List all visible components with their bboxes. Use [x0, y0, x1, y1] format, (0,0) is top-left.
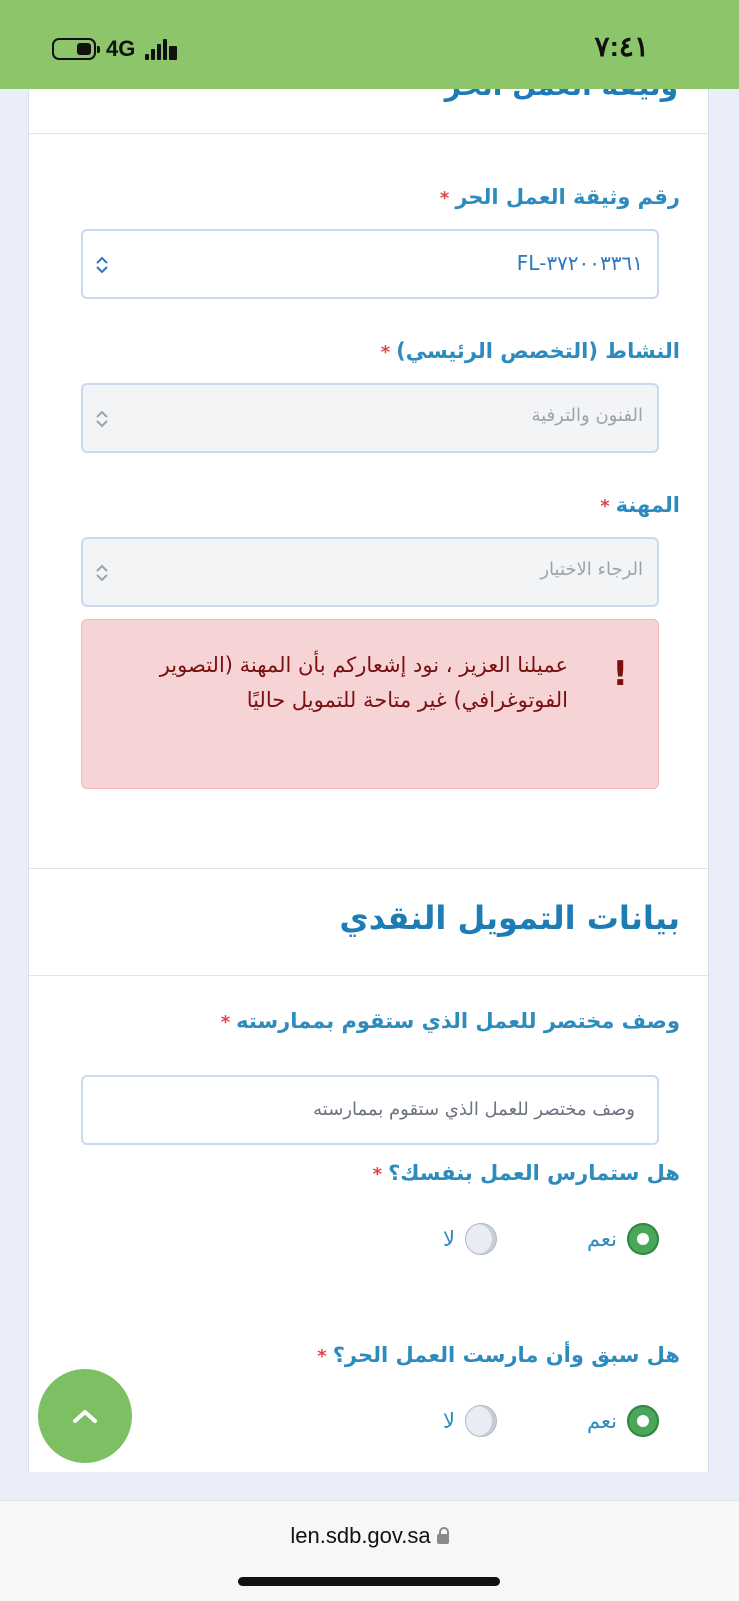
prior-practice-yes[interactable]: نعم — [587, 1405, 659, 1437]
self-practice-yes[interactable]: نعم — [587, 1223, 659, 1255]
activity-value: الفنون والترفية — [531, 405, 643, 426]
freelance-card — [28, 89, 709, 869]
alert-message: عميلنا العزيز ، نود إشعاركم بأن المهنة (التصوير الفوتوغرافي) غير متاحة للتمويل حاليًا — [159, 653, 568, 712]
select-arrows-icon — [95, 563, 109, 583]
radio-checked-icon[interactable] — [627, 1405, 659, 1437]
prior-practice-no[interactable]: لا — [443, 1405, 497, 1437]
self-practice-radio-group — [81, 1223, 659, 1263]
scroll-top-button[interactable] — [38, 1369, 132, 1463]
battery-icon — [52, 38, 96, 60]
profession-placeholder: الرجاء الاختيار — [540, 559, 643, 580]
self-practice-label: هل ستمارس العمل بنفسك؟* — [372, 1161, 680, 1185]
license-label: رقم وثيقة العمل الحر* — [439, 185, 680, 209]
select-arrows-icon — [95, 255, 109, 275]
activity-select[interactable] — [81, 383, 659, 453]
exclamation-icon: ! — [612, 654, 628, 694]
description-input[interactable] — [81, 1075, 659, 1145]
status-bar — [0, 0, 739, 89]
select-arrows-icon — [95, 409, 109, 429]
network-type: 4G — [106, 36, 136, 61]
browser-address-bar[interactable] — [0, 1500, 739, 1601]
radio-checked-icon[interactable] — [627, 1223, 659, 1255]
section-title: بيانات التمويل النقدي — [339, 899, 680, 937]
license-value: FL-٣٧٢٠٠٣٣٦١ — [516, 251, 643, 275]
signal-icon — [145, 38, 177, 60]
status-time: ٧:٤١ — [594, 31, 649, 62]
section-divider — [29, 975, 708, 976]
url-display[interactable]: len.sdb.gov.sa — [0, 1523, 739, 1549]
lock-icon — [437, 1534, 449, 1544]
license-select[interactable] — [81, 229, 659, 299]
card-header — [29, 89, 708, 134]
description-placeholder: وصف مختصر للعمل الذي ستقوم بممارسته — [313, 1099, 635, 1120]
profession-label: المهنة* — [600, 493, 680, 517]
radio-unchecked-icon[interactable] — [465, 1405, 497, 1437]
description-label: وصف مختصر للعمل الذي ستقوم بممارسته* — [220, 1009, 680, 1033]
prior-practice-label: هل سبق وأن مارست العمل الحر؟* — [317, 1343, 680, 1367]
profession-select[interactable] — [81, 537, 659, 607]
prior-practice-radio-group — [81, 1405, 659, 1445]
chevron-up-icon — [72, 1407, 98, 1425]
radio-unchecked-icon[interactable] — [465, 1223, 497, 1255]
cash-financing-card — [28, 869, 709, 1472]
status-icons — [52, 36, 177, 62]
self-practice-no[interactable]: لا — [443, 1223, 497, 1255]
home-indicator[interactable] — [238, 1577, 500, 1586]
activity-label: النشاط (التخصص الرئيسي)* — [380, 339, 680, 363]
profession-alert — [81, 619, 659, 789]
